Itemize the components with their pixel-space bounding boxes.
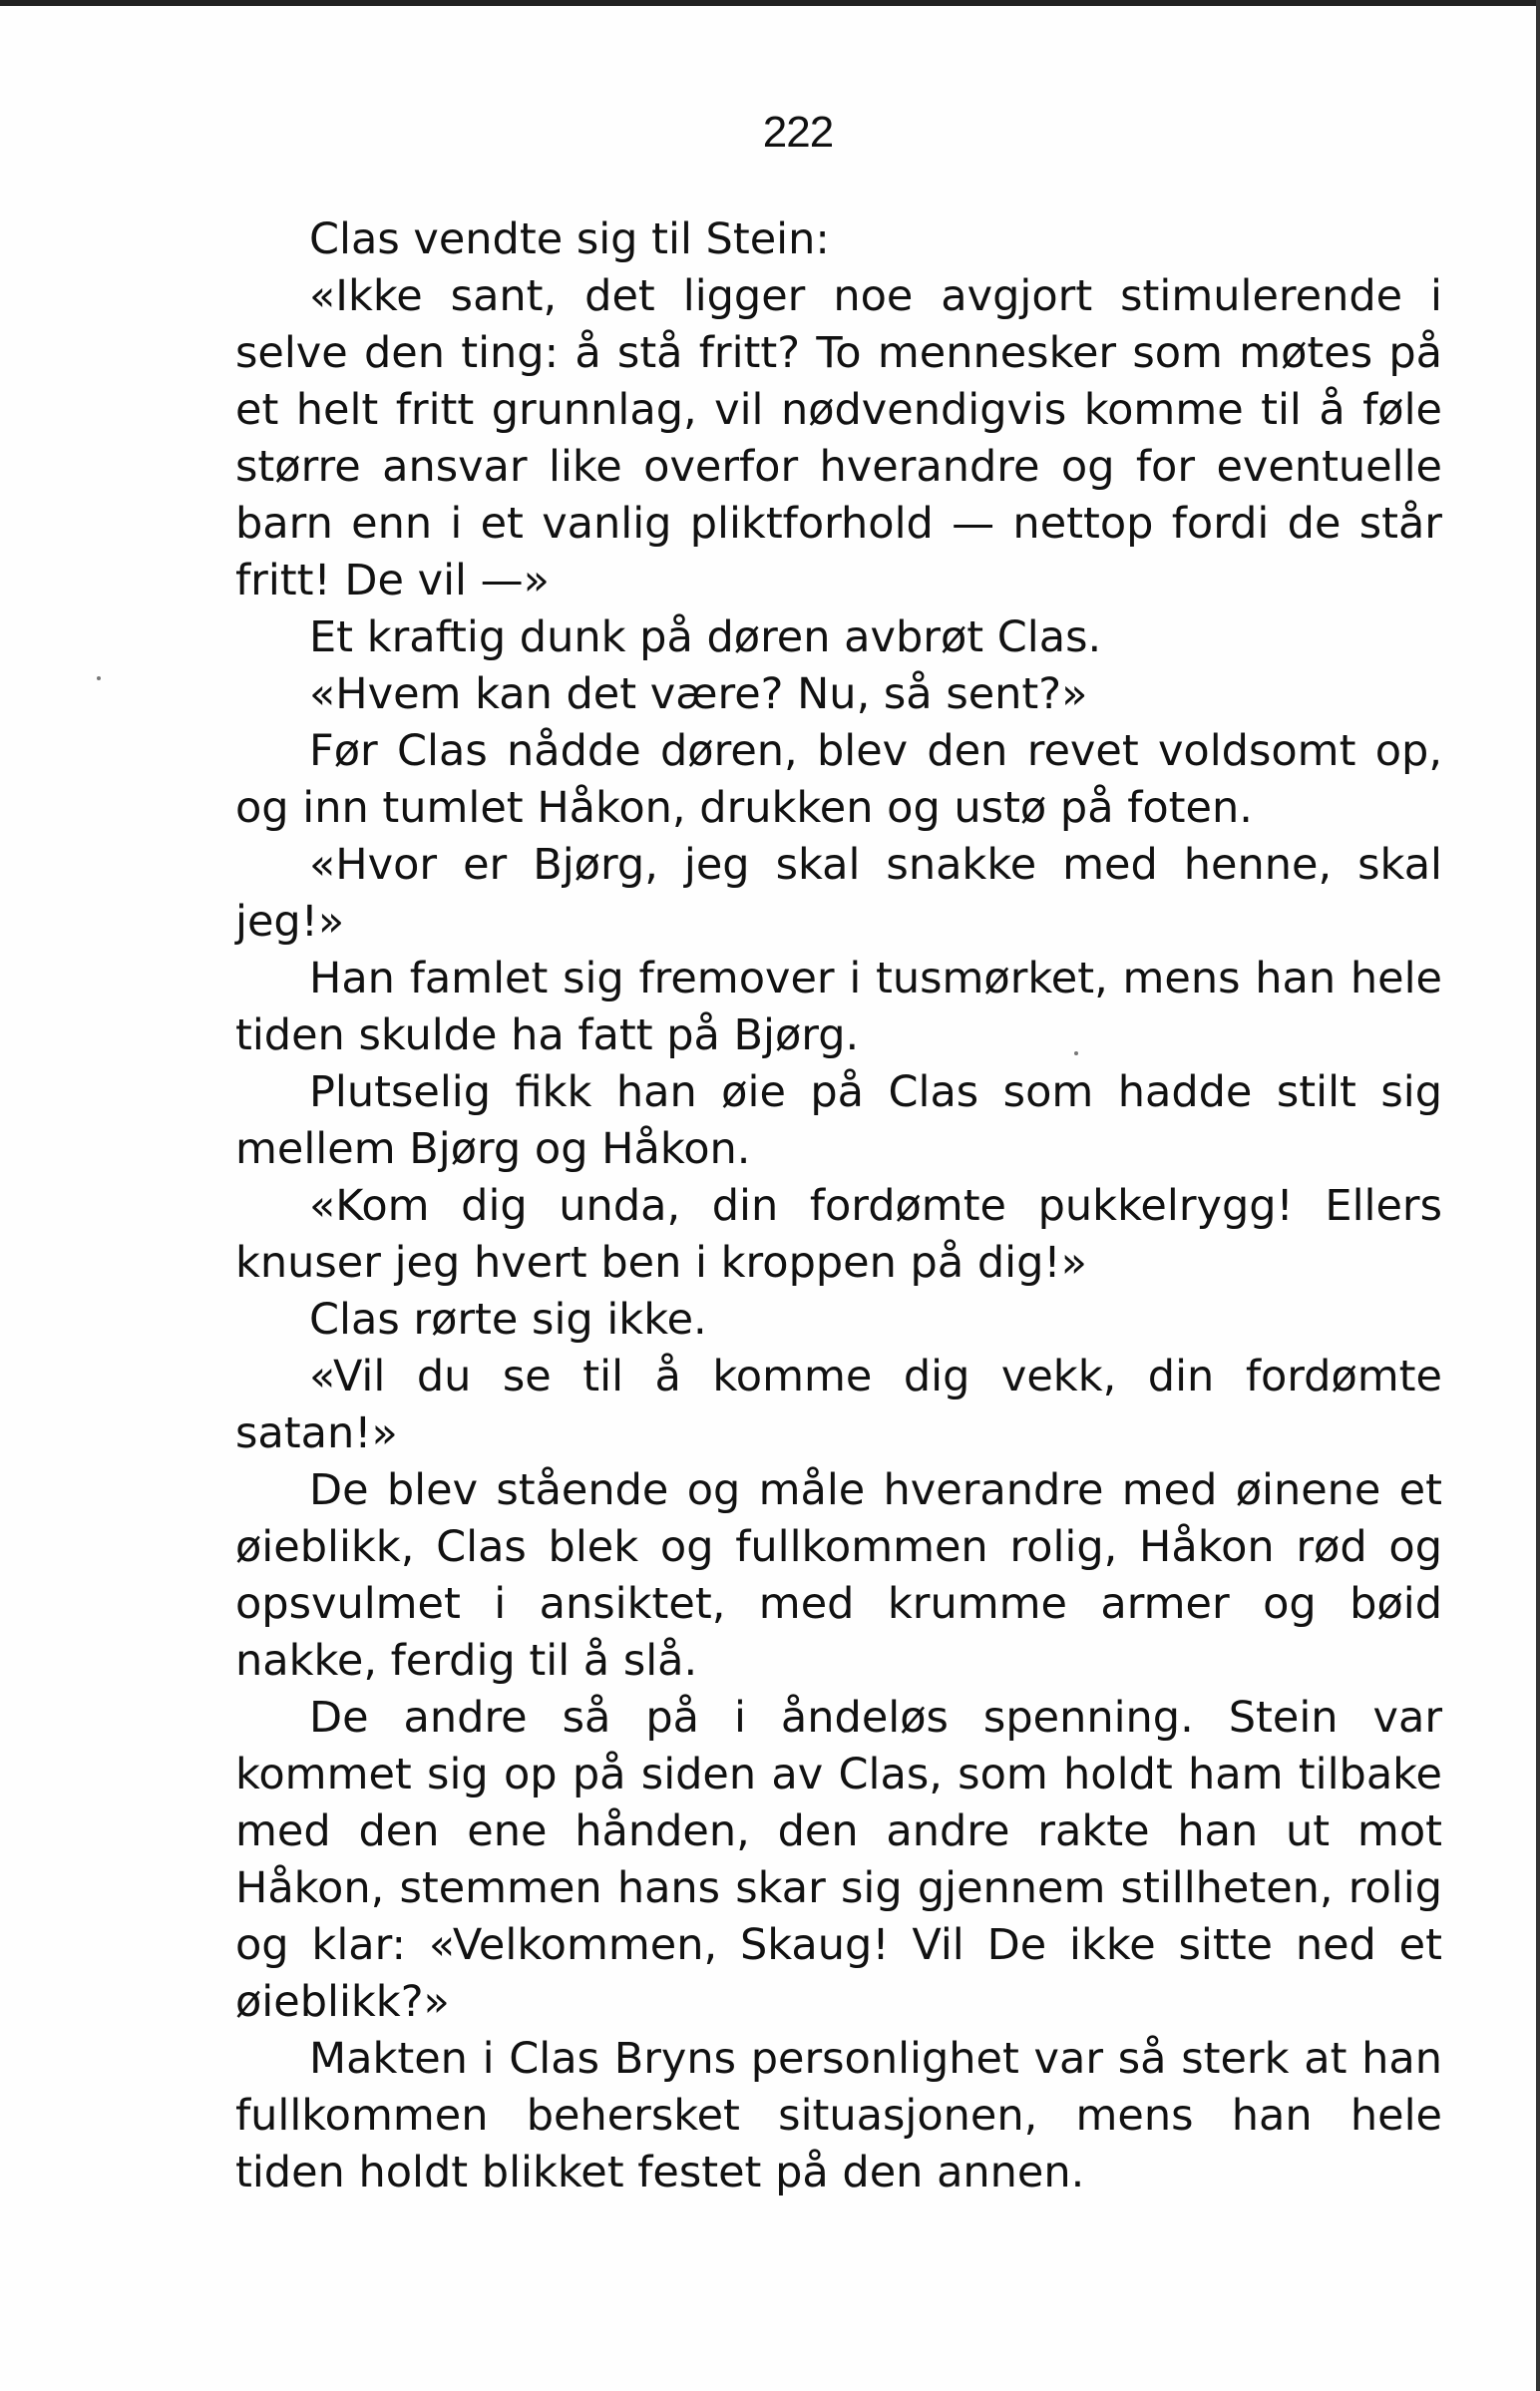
paragraph: «Kom dig unda, din fordømte pukkelrygg! Ellers knuser jeg hvert ben i kroppen på dig!» [235,1181,1442,1288]
paragraph: Clas vendte sig til Stein: [309,214,830,264]
paragraph: Makten i Clas Bryns personlighet var så sterk at han fullkommen behersket situasjonen, mens han hele tiden holdt blikket festet på den annen. [235,2034,1442,2197]
paragraph: Clas rørte sig ikke. [309,1295,707,1345]
paragraph: Han famlet sig fremover i tusmørket, mens han hele tiden skulde ha fatt på Bjørg. [235,954,1442,1060]
body-text [235,211,1442,2201]
page-number: 222 [762,108,834,157]
paragraph: «Vil du se til å komme dig vekk, din fordømte satan!» [235,1352,1442,1458]
paragraph: «Ikke sant, det ligger noe avgjort stimulerende i selve den ting: å stå fritt? To mennesker som møtes på et helt fritt grunnlag, vil nødvendigvis komme til å føle større ansvar like overfor hverandre og for eventuelle barn enn i et vanlig pliktforhold — nettop fordi de står fritt! De vil —» [235,271,1442,605]
print-speck [97,676,101,680]
right-border [1536,0,1540,2391]
paragraph: Et kraftig dunk på døren avbrøt Clas. [309,612,1102,662]
print-speck [1074,1051,1078,1055]
paragraph: «Hvem kan det være? Nu, så sent?» [309,669,1088,719]
paragraph: Før Clas nådde døren, blev den revet voldsomt op, og inn tumlet Håkon, drukken og ustø på foten. [235,726,1442,833]
paragraph: Plutselig fikk han øie på Clas som hadde stilt sig mellem Bjørg og Håkon. [235,1067,1442,1174]
paragraph: De andre så på i åndeløs spenning. Stein var kommet sig op på siden av Clas, som holdt ham tilbake med den ene hånden, den andre rakte han ut mot Håkon, stemmen hans skar sig gjennem stillheten, rolig og klar: «Velkommen, Skaug! Vil De ikke sitte ned et øieblikk?» [235,1693,1442,2027]
paragraph: De blev stående og måle hverandre med øinene et øieblikk, Clas blek og fullkommen rolig, Håkon rød og opsvulmet i ansiktet, med krumme armer og bøid nakke, ferdig til å slå. [235,1465,1442,1686]
paragraph: «Hvor er Bjørg, jeg skal snakke med henne, skal jeg!» [235,840,1442,947]
top-border [0,0,1540,6]
